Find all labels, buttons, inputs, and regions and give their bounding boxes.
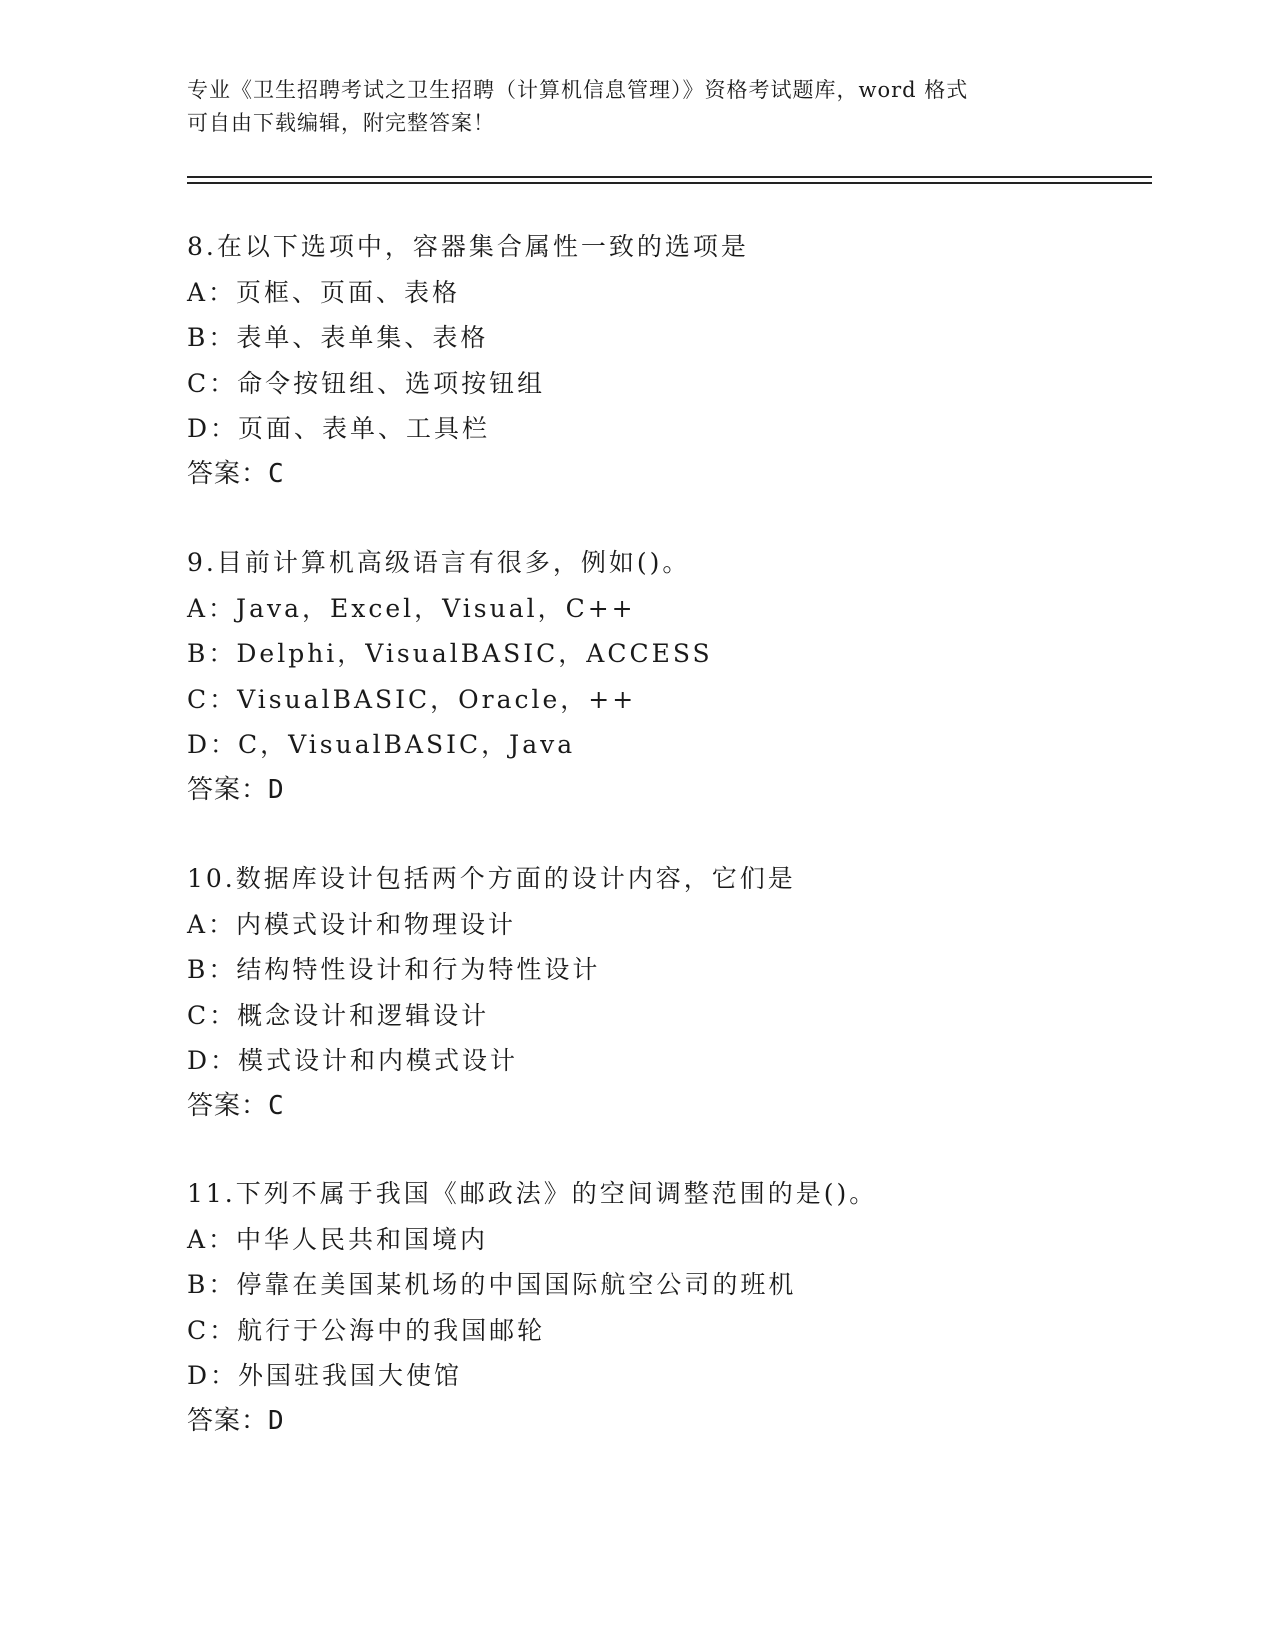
option-c: C：VisualBASIC，Oracle，++ (187, 684, 637, 714)
option-a: A：内模式设计和物理设计 (187, 909, 517, 939)
answer-line: 答案：D (187, 1405, 285, 1436)
header-divider-top (187, 176, 1152, 178)
answer-line: 答案：D (187, 774, 285, 805)
question-11 (187, 1171, 1147, 1444)
option-b: B：Delphi，VisualBASIC，ACCESS (187, 639, 713, 668)
question-stem: 10.数据库设计包括两个方面的设计内容，它们是 (187, 864, 796, 893)
answer-line: 答案：C (187, 458, 285, 489)
option-a: A：页框、页面、表格 (187, 277, 461, 307)
option-d: D：模式设计和内模式设计 (187, 1046, 519, 1075)
answer-line: 答案：C (187, 1090, 285, 1121)
question-8 (187, 224, 1147, 497)
option-a: A：中华人民共和国境内 (187, 1224, 489, 1254)
option-d: D：外国驻我国大使馆 (187, 1361, 463, 1390)
option-b: B：表单、表单集、表格 (187, 323, 489, 352)
question-stem: 9.目前计算机高级语言有很多，例如()。 (187, 548, 691, 577)
header-divider-bottom (187, 182, 1152, 184)
option-c: C：命令按钮组、选项按钮组 (187, 368, 546, 398)
option-c: C：航行于公海中的我国邮轮 (187, 1315, 546, 1345)
header-line-2: 可自由下载编辑，附完整答案！ (187, 111, 495, 135)
question-9 (187, 540, 1147, 813)
document-header (187, 74, 1087, 140)
question-stem: 11.下列不属于我国《邮政法》的空间调整范围的是()。 (187, 1179, 878, 1208)
option-d: D：页面、表单、工具栏 (187, 414, 491, 443)
option-b: B：结构特性设计和行为特性设计 (187, 955, 601, 984)
option-a: A：Java，Excel，Visual，C++ (187, 593, 636, 623)
option-b: B：停靠在美国某机场的中国国际航空公司的班机 (187, 1270, 797, 1299)
option-d: D：C，VisualBASIC，Java (187, 730, 576, 759)
option-c: C：概念设计和逻辑设计 (187, 1000, 490, 1030)
header-line-1: 专业《卫生招聘考试之卫生招聘（计算机信息管理）》资格考试题库，word 格式 (187, 78, 969, 102)
question-stem: 8.在以下选项中，容器集合属性一致的选项是 (187, 232, 749, 261)
question-10 (187, 856, 1147, 1129)
